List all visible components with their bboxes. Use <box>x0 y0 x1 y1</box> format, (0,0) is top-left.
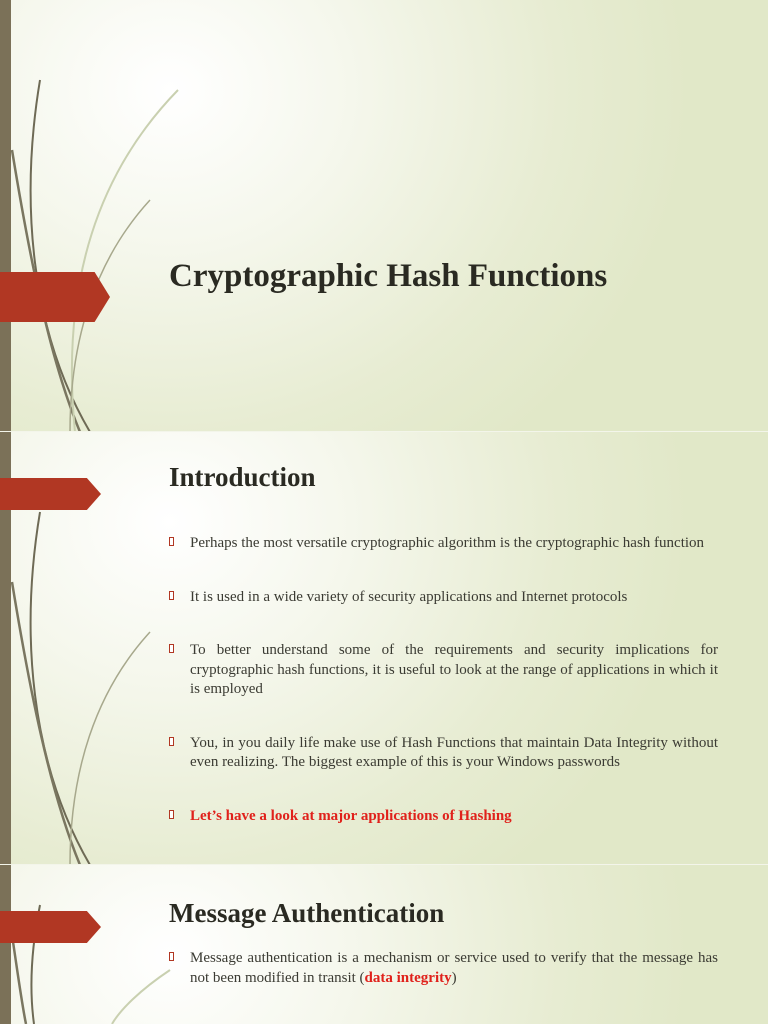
bullet-icon <box>169 644 174 653</box>
bullet-list <box>169 534 718 860</box>
bullet-icon <box>169 591 174 600</box>
bullet-list <box>169 949 718 988</box>
heading-tab-marker <box>0 478 101 510</box>
title-tab-marker <box>0 272 110 322</box>
slide-message-authentication <box>0 865 768 1024</box>
section-heading: Introduction <box>169 462 316 492</box>
data-integrity-highlight: data integrity <box>364 969 452 986</box>
list-item: Perhaps the most versatile cryptographic algorithm is the cryptographic hash function <box>169 534 718 554</box>
bullet-icon <box>169 737 174 746</box>
list-item: Message authentication is a mechanism or service used to verify that the message has not been modified in transit (data integrity) <box>169 949 718 988</box>
section-heading: Message Authentication <box>169 898 445 928</box>
decorative-swoosh <box>0 865 240 1024</box>
bullet-icon <box>169 810 174 819</box>
slide-title <box>0 0 768 432</box>
bullet-icon <box>169 952 174 961</box>
slide-introduction <box>0 432 768 865</box>
list-item: It is used in a wide variety of security applications and Internet protocols <box>169 588 718 608</box>
list-item: To better understand some of the requirements and security implications for cryptographic hash functions, it is useful to look at the range of applications in which it is employed <box>169 641 718 700</box>
slide-title-text: Cryptographic Hash Functions <box>169 258 608 294</box>
list-item-highlight: Let’s have a look at major applications of Hashing <box>169 807 718 827</box>
bullet-icon <box>169 537 174 546</box>
decorative-swoosh <box>0 0 240 432</box>
list-item: You, in you daily life make use of Hash Functions that maintain Data Integrity without even realizing. The biggest example of this is your Windows passwords <box>169 734 718 773</box>
heading-tab-marker <box>0 911 101 943</box>
